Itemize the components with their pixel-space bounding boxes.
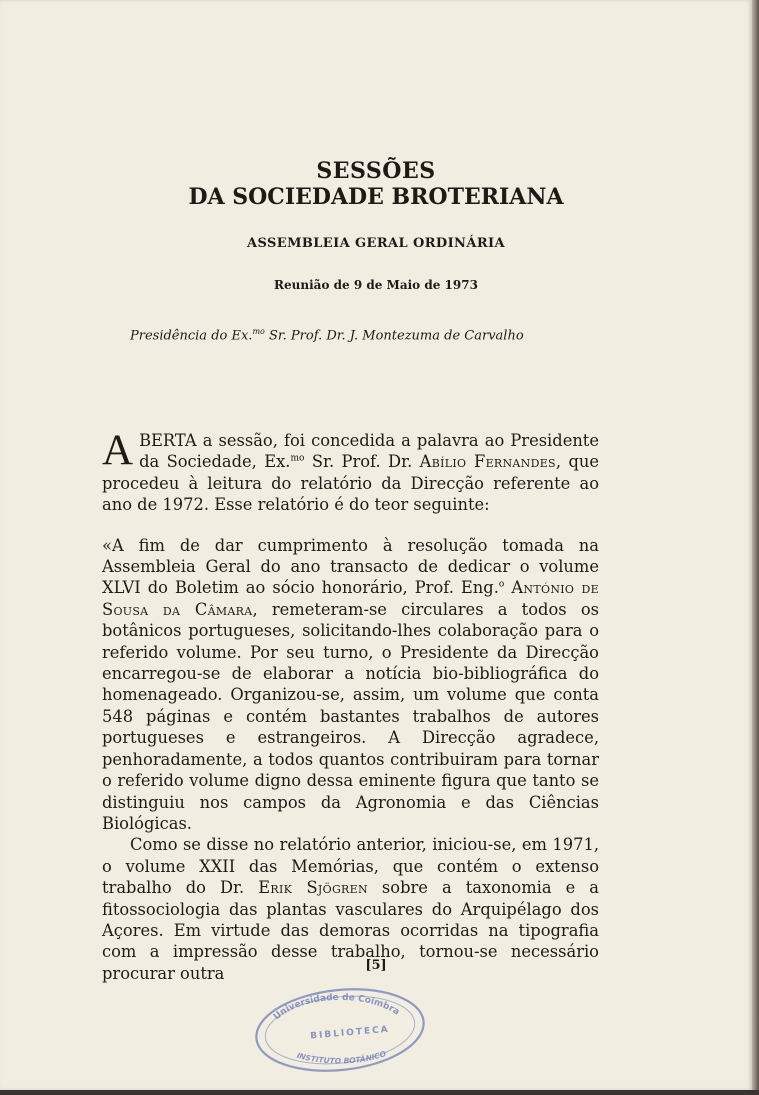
page-bottom-edge: [0, 1090, 759, 1095]
page-title-line-2: DA SOCIEDADE BROTERIANA: [188, 184, 564, 210]
drop-cap-letter: A: [102, 427, 134, 474]
presidency-before: Presidência do Ex.: [130, 328, 253, 344]
p1-superscript: mo: [290, 453, 305, 464]
p2-text-1: «A fim de dar cumprimento à resolução tomada na Assembleia Geral do ano transacto de dedicar o volume XLVI do Boletim ao sócio honorário, Prof. Eng.: [102, 535, 599, 598]
paragraph-opening: [102, 427, 599, 516]
library-stamp: [248, 968, 428, 1078]
p1-text-1: BERTA a sessão, foi concedida a palavra ao Presidente da Sociedade, Ex.: [139, 431, 599, 472]
stamp-top-text: [272, 993, 401, 1023]
person-name-antonio-sousa-camara: António de Sousa da Câmara: [102, 578, 599, 619]
page-number: [5]: [365, 958, 387, 973]
p2-superscript: o: [498, 580, 505, 591]
stamp-middle-text: BIBLIOTECA: [309, 1024, 391, 1042]
presidency-line: [130, 327, 630, 343]
p3-text-1: Como se disse no relatório anterior, iniciou-se, em 1971, o volume XXII das Memórias, que contém o extenso trabalho do Dr.: [102, 835, 599, 898]
stamp-bottom-textpath: INSTITUTO BOTÂNICO: [295, 1048, 388, 1066]
page-right-edge: [752, 0, 759, 1095]
person-name-erik-sjogren: Erik Sjögren: [258, 878, 368, 898]
presidency-after: Sr. Prof. Dr. J. Montezuma de Carvalho: [264, 328, 524, 344]
body-text: [102, 427, 599, 984]
paragraph-report-1: [102, 535, 599, 835]
p1-text-3: , que procedeu à leitura do relatório da Direcção referente ao ano de 1972. Esse relatório é do teor seguinte:: [102, 452, 599, 515]
p1-text-2: Sr. Prof. Dr.: [304, 452, 420, 472]
p2-text-3: , remeteram-se circulares a todos os botânicos portugueses, solicitando-lhes colaboração para o referido volume. Por seu turno, o Presidente da Direcção encarregou-se de elaborar a notícia bio-bibliográfica do homenageado. Organizou-se, assim, um volume que conta 548 páginas e contém bastantes trabalhos de autores portugueses e estrangeiros. A Direcção agradece, penhoradamente, a todos quantos contribuiram para tornar o referido volume digno dessa eminente figura que tanto se distinguiu nos campos da Agronomia e das Ciências Biológicas.: [102, 599, 599, 833]
section-subheading: ASSEMBLEIA GERAL ORDINÁRIA: [247, 236, 505, 251]
presidency-superscript: mo: [252, 327, 265, 336]
p3-text-2: sobre a taxonomia e a fitossociologia das plantas vasculares do Arquipélago dos Açores. Em virtude das demoras ocorridas na tipografia com a impressão desse trabalho, tornou-se necessário procurar outra: [102, 878, 599, 983]
meeting-date: Reunião de 9 de Maio de 1973: [274, 278, 478, 292]
page-title-line-1: SESSÕES: [316, 158, 436, 184]
stamp-top-textpath: Universidade de Coimbra: [272, 992, 401, 1023]
person-name-abilio-fernandes: Abílio Fernandes: [419, 452, 556, 472]
